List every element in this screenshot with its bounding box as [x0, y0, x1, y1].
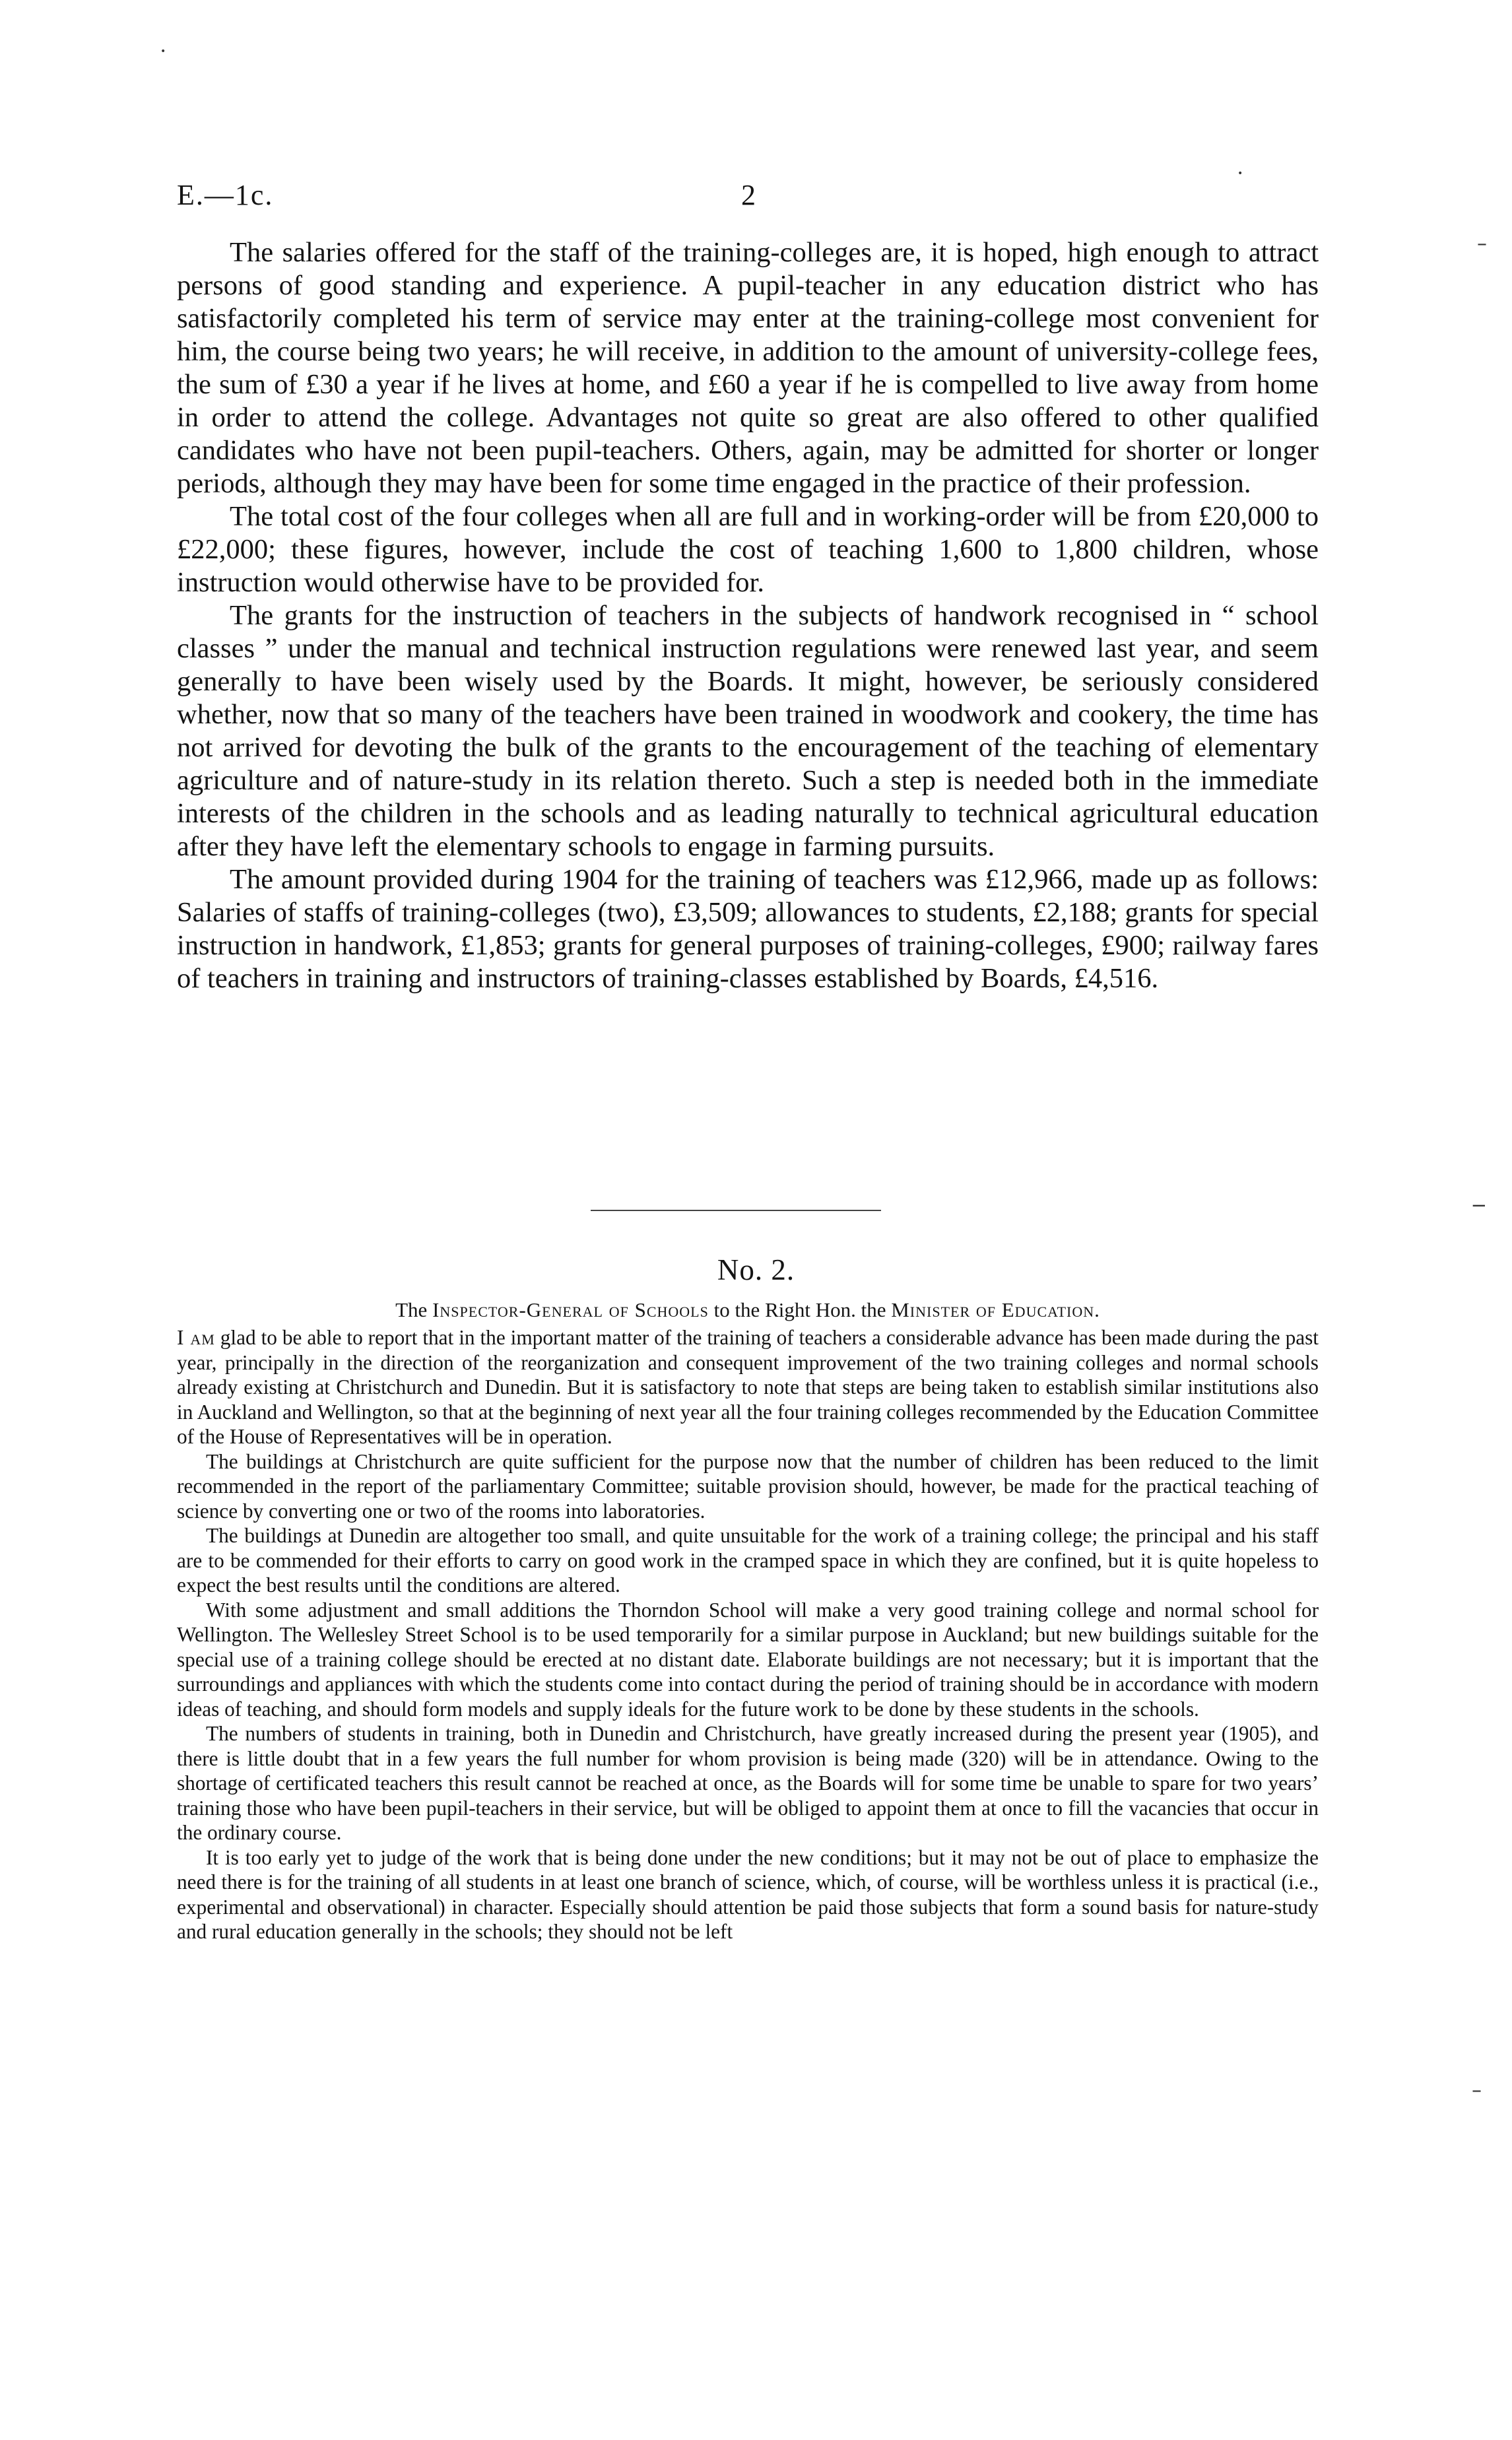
section-number: No. 2.: [717, 1253, 795, 1286]
report-paragraph-science: It is too early yet to judge of the work that is being done under the new conditions; but it may not be out of place to emphasize the need there is for the training of all students in at least one branch of science, which, of course, will be worthless unless it is practical (i.e., experimental and observational) in character. Especially should attention be paid those subjects that form a sound basis for nature-study and rural education generally in the schools; they should not be left: [177, 1845, 1319, 1943]
address-to: Minister of Education.: [891, 1298, 1100, 1321]
paragraph-amount-provided: The amount provided during 1904 for the training of teachers was £12,966, made up as follows: Salaries of staffs of training-colleges (two), £3,509; allowances to students, £2,188; grants for special instruction in handwork, £1,853; grants for general purposes of training-colleges, £900; railway fares of teachers in training and instructors of training-classes established by Boards, £4,516.: [177, 864, 1319, 994]
report-body: [177, 1325, 1319, 1944]
document-reference: E.—1c.: [177, 179, 274, 211]
scan-dot-mark: •: [1237, 168, 1243, 179]
address-from: Inspector-General of Schools: [432, 1298, 709, 1321]
report-paragraph-wellington: With some adjustment and small additions the Thorndon School will make a very good training college and normal school for Wellington. The Wellesley Street School is to be used temporarily for a similar purpose in Auckland; but new buildings suitable for the special use of a training college should be erected at no distant date. Elaborate buildings are not necessary; but it is important that the surroundings and appliances with which the students come into contact during the period of training should be in accordance with modern ideas of teaching, and should form models and supply ideals for the future work to be done by these students in the schools.: [177, 1598, 1319, 1721]
report-paragraph-numbers: The numbers of students in training, both in Dunedin and Christchurch, have greatly increased during the present year (1905), and there is little doubt that in a few years the full number for whom provision is being made (320) will be in attendance. Owing to the shortage of certificated teachers this result cannot be reached at once, as the Boards will for some time be unable to spare for two years’ training those who have been pupil-teachers in their service, but will be obliged to appoint them at once to fill the vacancies that occur in the ordinary course.: [177, 1722, 1319, 1844]
section-divider: [591, 1210, 881, 1211]
body-text: [177, 236, 1319, 995]
page-number: 2: [741, 179, 756, 211]
report-paragraph-dunedin: The buildings at Dunedin are altogether too small, and quite unsuitable for the work of a training college; the principal and his staff are to be commended for their efforts to carry on good work in the cramped space in which they are confined, but it is quite hopeless to expect the best results until the conditions are altered.: [177, 1524, 1319, 1597]
scan-dot-mark: •: [160, 46, 166, 57]
report-paragraph-christchurch: The buildings at Christchurch are quite sufficient for the purpose now that the number of children has been reduced to the limit recommended in the report of the parliamentary Committee; suitable provision should, however, be made for the practical teaching of science by converting one or two of the rooms into laboratories.: [177, 1449, 1319, 1523]
report-paragraph-intro-text: glad to be able to report that in the important matter of the training of teachers a considerable advance has been made during the past year, principally in the direction of the reorganization and consequent improvement of the two training colleges and normal schools already existing at Christchurch and Dunedin. But it is satisfactory to note that steps are being taken to establish similar institutions also in Auckland and Wellington, so that at the beginning of next year all the four training colleges recommended by the Education Committee of the House of Representatives will be in operation.: [177, 1326, 1319, 1448]
margin-dash-mark: –: [1472, 2079, 1482, 2102]
margin-dash-mark: –: [1477, 232, 1487, 255]
address-mid: to the Right Hon. the: [713, 1298, 886, 1321]
paragraph-handwork-grants: The grants for the instruction of teachers in the subjects of handwork recognised in “ school classes ” under the manual and technical instruction regulations were renewed last year, and seem generally to have been wisely used by the Boards. It might, however, be seriously considered whether, now that so many of the teachers have been trained in woodwork and cookery, the time has not arrived for devoting the bulk of the grants to the encouragement of the teaching of elementary agriculture and of nature-study in its relation thereto. Such a step is needed both in the immediate interests of the children in the schools and as leading naturally to technical agricultural education after they have left the elementary schools to engage in farming pursuits.: [177, 600, 1319, 862]
report-paragraph-intro: [177, 1325, 1319, 1449]
margin-dash-mark: ‒: [1472, 1191, 1486, 1218]
address-the: The: [395, 1298, 428, 1321]
report-lead: I am: [177, 1326, 215, 1349]
paragraph-total-cost: The total cost of the four colleges when all are full and in working-order will be from £20,000 to £22,000; these figures, however, include the cost of teaching 1,600 to 1,800 children, whose instruction would otherwise have to be provided for.: [177, 501, 1319, 598]
page-header: [177, 178, 1319, 218]
report-address: [177, 1297, 1319, 1323]
paragraph-salaries: The salaries offered for the staff of the training-colleges are, it is hoped, high enough to attract persons of good standing and experience. A pupil-teacher in any education district who has satisfactorily completed his term of service may enter at the training-college most convenient for him, the course being two years; he will receive, in addition to the amount of university-college fees, the sum of £30 a year if he lives at home, and £60 a year if he is compelled to live away from home in order to attend the college. Advantages not quite so great are also offered to other qualified candidates who have not been pupil-teachers. Others, again, may be admitted for shorter or longer periods, although they may have been for some time engaged in the practice of their profession.: [177, 237, 1319, 499]
